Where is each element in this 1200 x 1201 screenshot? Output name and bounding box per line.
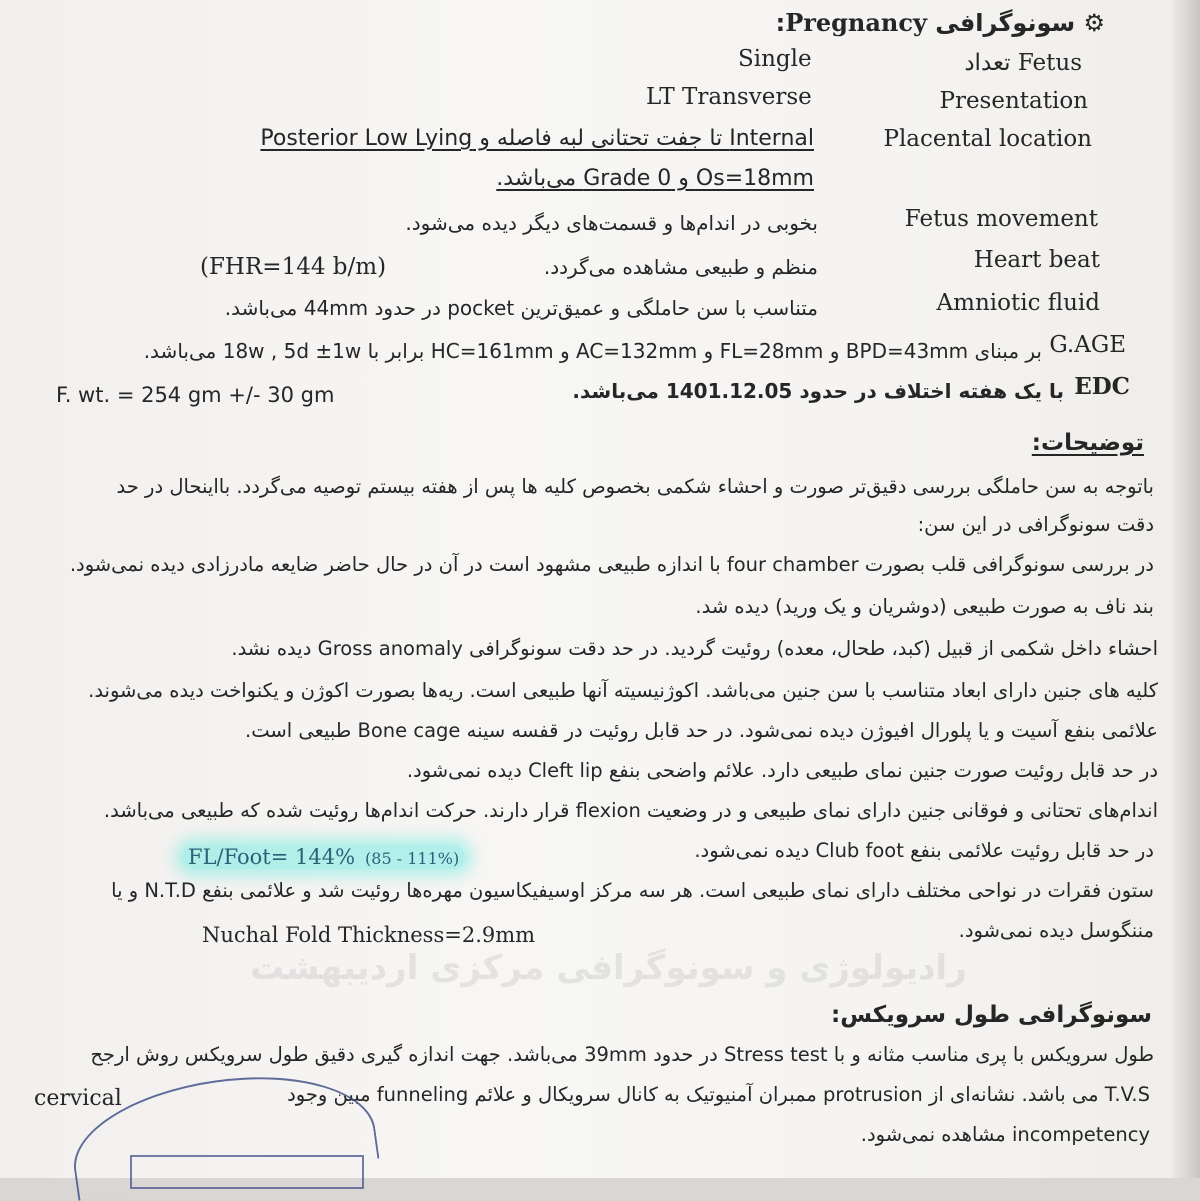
notes-line-7: علائمی بنفع آسیت و یا پلورال افیوژن دیده نمی‌شود. در حد قابل روئیت در قفسه سینه Bone cage طبیعی است.	[245, 719, 1158, 742]
notes-line-2: دقت سونوگرافی در این سن:	[917, 513, 1154, 536]
fl-foot-range: (85 - 111%)	[365, 849, 460, 868]
heading-en: Pregnancy	[785, 8, 927, 37]
watermark-text: رادیولوژی و سونوگرافی مرکزی اردیبهشت	[250, 948, 967, 988]
report-heading	[776, 8, 1105, 38]
heartbeat-value: منظم و طبیعی مشاهده می‌گردد.	[543, 255, 818, 279]
placenta-label: Placental location	[883, 126, 1092, 152]
notes-line-1: باتوجه به سن حاملگی بررسی دقیق‌تر صورت و احشاء شکمی بخصوص کلیه ها پس از هفته بیستم توصیه می‌گردد. بااینحال در حد	[116, 475, 1154, 498]
placenta-line-2: Os=18mm و Grade 0 می‌باشد.	[496, 166, 814, 191]
movement-value: بخوبی در اندام‌ها و قسمت‌های دیگر دیده می‌شود.	[405, 211, 818, 235]
cervix-line-1: طول سرویکس با پری مناسب مثانه و با Stress test در حدود 39mm می‌باشد. جهت اندازه گیری دقیق طول سرویکس روش ارجح	[90, 1043, 1154, 1066]
notes-line-12: مننگوسل دیده نمی‌شود.	[958, 919, 1154, 942]
heading-fa: سونوگرافی	[935, 9, 1076, 37]
cervix-line-2: T.V.S می باشد. نشانه‌ای از protrusion ممبران آمنیوتیک به کانال سرویکال و علائم funneling مبین وجود	[287, 1083, 1150, 1106]
fl-foot-highlight	[182, 842, 465, 874]
fhr-value: (FHR=144 b/m)	[200, 254, 387, 280]
cervix-line-3: incompetency مشاهده نمی‌شود.	[860, 1123, 1150, 1146]
page-edge	[1172, 0, 1200, 1178]
notes-line-9: اندام‌های تحتانی و فوقانی جنین دارای نمای طبیعی و در وضعیت flexion قرار دارند. حرکت اندام‌ها روئیت شده که طبیعی می‌باشد.	[103, 799, 1158, 822]
movement-label: Fetus movement	[904, 206, 1098, 232]
presentation-label: Presentation	[939, 88, 1088, 114]
notes-heading: توضیحات:	[1031, 430, 1144, 456]
fl-foot-value: FL/Foot= 144%	[188, 845, 356, 869]
fetal-weight: F. wt. = 254 gm +/- 30 gm	[56, 383, 335, 407]
placenta-line-1: Internal تا جفت تحتانی لبه فاصله و Posterior Low Lying	[260, 126, 814, 151]
presentation-value: LT Transverse	[646, 84, 812, 110]
heading-colon: :	[775, 9, 786, 37]
amniotic-label: Amniotic fluid	[936, 290, 1100, 316]
heartbeat-label: Heart beat	[973, 247, 1100, 273]
fetus-label: Fetus تعداد	[964, 50, 1082, 76]
edc-label: EDC	[1074, 373, 1130, 400]
amniotic-value: متناسب با سن حاملگی و عمیق‌ترین pocket در حدود 44mm می‌باشد.	[224, 296, 818, 320]
gage-value: بر مبنای BPD=43mm و FL=28mm و AC=132mm و HC=161mm برابر با 18w , 5d ±1w می‌باشد.	[143, 339, 1042, 363]
notes-line-8: در حد قابل روئیت صورت جنین نمای طبیعی دارد. علائم واضحی بنفع Cleft lip دیده نمی‌شود.	[406, 759, 1158, 782]
cervix-heading: سونوگرافی طول سرویکس:	[831, 1002, 1152, 1028]
stamp	[130, 1155, 364, 1189]
notes-line-11: ستون فقرات در نواحی مختلف دارای نمای طبیعی است. هر سه مرکز اوسیفیکاسیون مهره‌ها روئیت شد و علائمی بنفع N.T.D و یا	[111, 879, 1154, 902]
edc-value: با یک هفته اختلاف در حدود 1401.12.05 می‌باشد.	[572, 379, 1064, 403]
gear-icon: ⚙	[1083, 9, 1105, 37]
notes-line-4: بند ناف به صورت طبیعی (دوشریان و یک ورید) دیده شد.	[695, 595, 1154, 618]
notes-line-5: احشاء داخل شکمی از قبیل (کبد، طحال، معده) روئیت گردید. در حد دقت سونوگرافی Gross anomaly دیده نشد.	[231, 637, 1158, 660]
notes-line-6: کلیه های جنین دارای ابعاد متناسب با سن جنین می‌باشد. اکوژنیسیته آنها طبیعی است. ریه‌ها بصورت اکوژن و یکنواخت دیده می‌شوند.	[88, 679, 1158, 702]
fl-foot-marker	[182, 845, 465, 869]
notes-line-10: در حد قابل روئیت علائمی بنفع Club foot دیده نمی‌شود.	[694, 839, 1154, 862]
notes-line-3: در بررسی سونوگرافی قلب بصورت four chamber با اندازه طبیعی مشهود است در آن در حال حاضر ضایعه مادرزادی دیده نمی‌شود.	[69, 553, 1154, 576]
cervix-line-2-left: cervical	[34, 1086, 122, 1111]
gage-label: G.AGE	[1049, 332, 1126, 358]
nuchal-fold: Nuchal Fold Thickness=2.9mm	[202, 923, 536, 947]
fetus-value: Single	[738, 46, 812, 72]
